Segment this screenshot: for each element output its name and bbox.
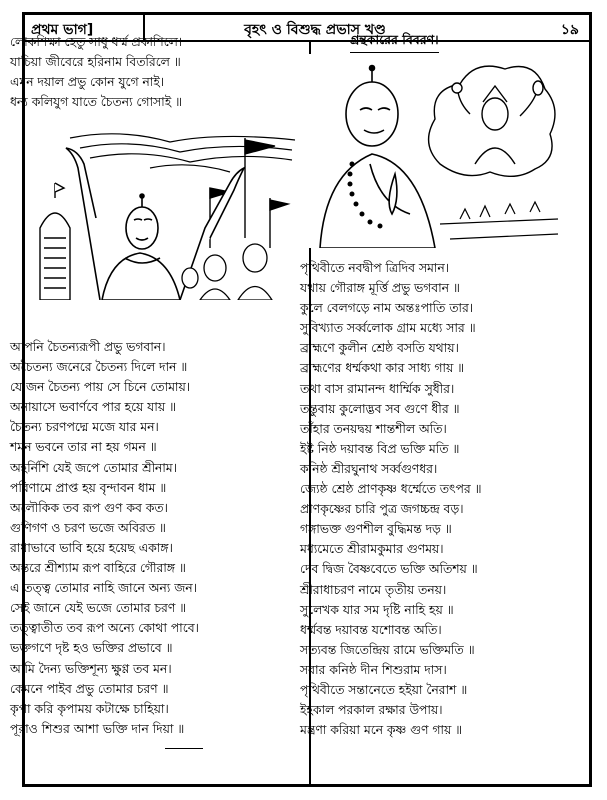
verse-line: মন্ত্রণা করিয়া মনে কৃষ্ণ গুণ গায় ॥ (300, 723, 463, 738)
verse-line: ব্রাহ্মণের ধর্ম্মকথা কার সাধ্য গায় ॥ (300, 361, 465, 376)
verse-line: সেই জানে যেই ভজে তোমার চরণ ॥ (10, 601, 187, 616)
verse-line: তন্তুবায় কুলোদ্ভব সব গুণে ধীর ॥ (300, 401, 460, 416)
chaitanya-illustration (30, 128, 298, 300)
verse-line: অলৌকিক তব রূপ গুণ কব কত। (10, 500, 168, 515)
verse-line: কুলে বেলগড়ে নাম অন্তঃপাতি তার। (300, 301, 474, 316)
verse-line: ধন্য কলিযুগ যাতে চৈতন্য গোসাই ॥ (10, 95, 182, 110)
verse-line: তথা বাস রামানন্দ ধার্ম্মিক সুধীর। (300, 381, 455, 396)
verse-line: প্রাণকৃষ্ণের চারি পুত্র জগচ্চন্দ্র বড়। (300, 502, 464, 517)
verse-line: যে জন চৈতন্য পায় সে চিনে তোমায়। (10, 380, 191, 395)
verse-line: সবার কনিষ্ঠ দীন শিশুরাম দাস। (300, 662, 447, 677)
verse-line: লোকশিক্ষা হেতু সাধু ধর্ম্ম প্রকাশিলে। (10, 35, 183, 49)
chaitanya-drawing (30, 128, 298, 300)
verse-line: চৈতন্য চরণপদ্মে মজে যার মন। (10, 420, 159, 435)
verse-line: তত্ত্বাতীত তব রূপ অন্যে কোথা পাবে। (10, 621, 199, 636)
verse-line: অচৈতন্য জনেরে চৈতন্য দিলে দান ॥ (10, 360, 188, 375)
verse-line: এমন দয়াল প্রভু কোন যুগে নাই। (10, 75, 165, 90)
verse-line: শমন ভবনে তার না হয় গমন ॥ (10, 440, 157, 455)
verse-line: যথায় গৌরাঙ্গ মূর্ত্তি প্রভু ভগবান ॥ (300, 281, 460, 296)
verse-line: ধর্ম্মবন্ত দয়াবন্ত যশোবন্ত অতি। (300, 622, 442, 637)
verse-line: জ্যেষ্ঠ শ্রেষ্ঠ প্রাণকৃষ্ণ ধর্ম্মেতে তৎপর ॥ (300, 482, 482, 497)
left-bottom-verses (10, 337, 199, 739)
verse-line: ইহকাল পরকাল রক্ষার উপায়। (300, 703, 443, 718)
author-illustration (300, 54, 560, 248)
verse-line: ব্রাহ্মণে কুলীন শ্রেষ্ঠ বসতি যথায়। (300, 341, 459, 356)
verse-line: সুলেখক যার সম দৃষ্টি নাহি হয় ॥ (300, 602, 454, 617)
verse-line: ভক্তগণে দৃষ্ট হও ভক্তির প্রভাবে ॥ (10, 641, 173, 656)
verse-line: ইষ্ট নিষ্ঠ দয়াবন্ত বিপ্র ভক্তি মতি ॥ (300, 441, 460, 456)
right-verses (300, 258, 482, 740)
header-book-title: বৃহৎ ও বিশুদ্ধ প্রভাস খণ্ড (244, 22, 386, 38)
verse-line: পৃথিবীতে সন্তানেতে হইয়া নৈরাশ ॥ (300, 682, 468, 697)
verse-line: মধ্যমেতে শ্রীরামকুমার গুণময়। (300, 542, 444, 557)
verse-line: কেমনে পাইব প্রভু তোমার চরণ ॥ (10, 681, 169, 696)
verse-line: কনিষ্ঠ শ্রীরঘুনাথ সর্ব্বগুণধর। (300, 461, 438, 476)
verse-line: পৃথিবীতে নবদ্বীপ ত্রিদিব সমান। (300, 261, 450, 275)
verse-line: গুণিগণ ও চরণ ভজে অবিরত ॥ (10, 520, 166, 535)
verse-line: তাঁহার তনয়দ্বয় শান্তশীল অতি। (300, 421, 447, 436)
header-part-label: প্রথম ভাগ] (31, 22, 94, 38)
verse-line: দেব দ্বিজ বৈষ্ণবেতে ভক্তি অতিশয় ॥ (300, 562, 478, 577)
verse-line: অহর্নিশি যেই জপে তোমার শ্রীনাম। (10, 460, 178, 475)
section-title: গ্রন্থকারের বিবরণ। (350, 32, 439, 53)
verse-line: রাধাভাবে ভাবি হয়ে হয়েছ একাঙ্গ। (10, 540, 173, 555)
verse-line: কৃপা করি কৃপাময় কটাক্ষে চাহিয়া। (10, 701, 169, 716)
verse-line: শ্রীরাধাচরণ নামে তৃতীয় তনয়। (300, 582, 447, 597)
verse-line: অনায়াসে ভবার্ণবে পার হয়ে যায় ॥ (10, 400, 176, 415)
verse-line: এ তত্ত্ব তোমার নাহি জানে অন্য জন। (10, 581, 197, 596)
page-number: ১৯ (560, 22, 579, 38)
author-drawing (300, 54, 560, 248)
verse-line: সুবিখ্যাত সর্ব্বলোক গ্রাম মধ্যে সার ॥ (300, 321, 476, 336)
verse-line: আপনি চৈতন্যরূপী প্রভু ভগবান। (10, 340, 166, 354)
verse-line: আমি দৈন্য ভক্তিশূন্য ক্ষুণ্ণ তব মন। (10, 661, 172, 676)
verse-line: গঙ্গাভক্ত গুণশীল বুদ্ধিমন্ত দড় ॥ (300, 522, 452, 537)
left-top-verses (10, 32, 182, 112)
end-separator (165, 748, 203, 749)
verse-line: পরিণামে প্রাপ্ত হয় বৃন্দাবন ধাম ॥ (10, 480, 167, 495)
verse-line: পূরাও শিশুর আশা ভক্তি দান দিয়া ॥ (10, 721, 185, 736)
verse-line: অন্তরে শ্রীশ্যাম রূপ বাহিরে গৌরাঙ্গ ॥ (10, 561, 186, 576)
verse-line: যাচিয়া জীবেরে হরিনাম বিতরিলে ॥ (10, 55, 181, 70)
verse-line: সত্যবন্ত জিতেন্দ্রিয় রামে ভক্তিমতি ॥ (300, 642, 475, 657)
